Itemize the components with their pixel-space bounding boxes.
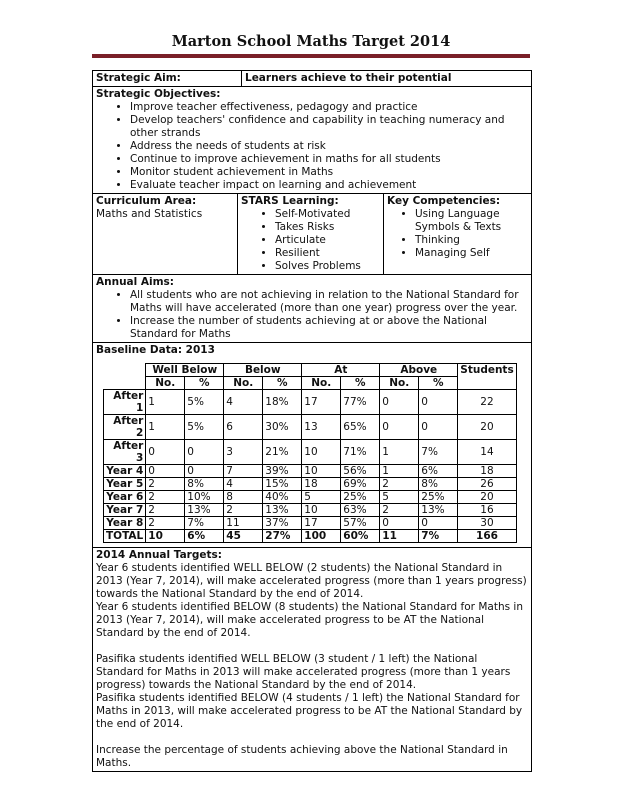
students-cell: 20: [458, 491, 516, 504]
group-header-at: At: [302, 364, 380, 377]
table-cell: 5%: [185, 390, 224, 415]
annual-targets-heading: 2014 Annual Targets:: [96, 549, 222, 561]
table-cell: 77%: [341, 390, 380, 415]
students-cell: 30: [458, 517, 516, 530]
target-paragraph: Increase the percentage of students achieving above the National Standard in Maths.: [96, 744, 508, 769]
list-item: • All students who are not achieving in relation to the National Standard for Maths will have accelerated (more than one year) progress over the year.: [130, 289, 528, 315]
stars-learning-list: [241, 208, 380, 273]
table-corner: [104, 377, 146, 390]
students-cell: 22: [458, 390, 516, 415]
table-cell: 11: [224, 517, 263, 530]
table-row: [104, 465, 517, 478]
students-cell: 18: [458, 465, 516, 478]
table-cell: 13: [302, 415, 341, 440]
key-competencies-cell: [384, 194, 531, 274]
table-cell: 8: [224, 491, 263, 504]
strategic-aim-row: [93, 71, 531, 87]
table-cell: 10: [146, 530, 185, 543]
list-item: • Self-Motivated: [275, 208, 380, 221]
table-cell: 0: [185, 440, 224, 465]
table-cell: 65%: [341, 415, 380, 440]
table-cell: 7: [224, 465, 263, 478]
table-cell: 10: [302, 465, 341, 478]
table-subheader-row: [104, 377, 517, 390]
table-cell: 0: [146, 465, 185, 478]
table-cell: 6%: [185, 530, 224, 543]
table-row: [104, 530, 517, 543]
target-paragraph: Pasifika students identified WELL BELOW (3 student / 1 left) the National Standard for Maths in 2013 will make accelerated progress (more than 1 years progress) towards the National Standard by the end of 2014.: [96, 653, 511, 691]
table-row: [104, 415, 517, 440]
baseline-data-heading: Baseline Data: 2013: [96, 344, 215, 356]
baseline-data-body: [104, 390, 517, 543]
list-item: • Monitor student achievement in Maths: [130, 166, 528, 179]
column-subheader: %: [341, 377, 380, 390]
table-cell: 100: [302, 530, 341, 543]
table-row: [104, 440, 517, 465]
list-item: • Solves Problems: [275, 260, 380, 273]
list-item: • Thinking: [415, 234, 528, 247]
table-cell: 10: [302, 504, 341, 517]
row-label: TOTAL: [104, 530, 146, 543]
table-cell: 60%: [341, 530, 380, 543]
paragraph-gap: [96, 731, 528, 744]
table-cell: 11: [380, 530, 419, 543]
table-cell: 0: [419, 415, 458, 440]
students-cell: 20: [458, 415, 516, 440]
table-cell: 17: [302, 517, 341, 530]
table-cell: 56%: [341, 465, 380, 478]
table-corner: [104, 364, 146, 377]
table-cell: 0: [146, 440, 185, 465]
table-cell: 8%: [419, 478, 458, 491]
curriculum-area-cell: [93, 194, 238, 274]
table-row: [104, 478, 517, 491]
row-label: Year 6: [104, 491, 146, 504]
table-cell: 0: [380, 390, 419, 415]
table-cell: 7%: [185, 517, 224, 530]
strategic-objectives-section: [93, 87, 531, 194]
table-cell: 4: [224, 478, 263, 491]
table-cell: 2: [224, 504, 263, 517]
table-cell: 1: [146, 390, 185, 415]
column-subheader: No.: [380, 377, 419, 390]
table-cell: 3: [224, 440, 263, 465]
table-cell: 2: [146, 478, 185, 491]
table-cell: 1: [380, 440, 419, 465]
table-cell: 5%: [185, 415, 224, 440]
table-cell: 45: [224, 530, 263, 543]
row-label: Year 4: [104, 465, 146, 478]
table-row: [104, 517, 517, 530]
annual-targets-section: [93, 548, 531, 771]
column-subheader: No.: [302, 377, 341, 390]
table-cell: 27%: [263, 530, 302, 543]
table-cell: 21%: [263, 440, 302, 465]
paragraph-gap: [96, 640, 528, 653]
table-cell: 13%: [185, 504, 224, 517]
strategic-objectives-heading: Strategic Objectives:: [96, 88, 221, 100]
title-rule: [92, 54, 530, 58]
table-cell: 63%: [341, 504, 380, 517]
table-row: [104, 390, 517, 415]
column-subheader: %: [263, 377, 302, 390]
curriculum-area-heading: Curriculum Area:: [96, 195, 197, 207]
group-header-below: Below: [224, 364, 302, 377]
row-label: Year 8: [104, 517, 146, 530]
table-cell: 8%: [185, 478, 224, 491]
target-paragraph: Year 6 students identified WELL BELOW (2 students) the National Standard in 2013 (Year 7, 2014), will make accelerated progress (more than 1 years progress) towards the National Standard by the end of 2014.: [96, 562, 527, 600]
group-header-students: Students: [458, 364, 516, 390]
table-cell: 2: [146, 517, 185, 530]
stars-learning-cell: [238, 194, 384, 274]
table-row: [104, 491, 517, 504]
students-cell: 16: [458, 504, 516, 517]
strategic-objectives-list: [96, 101, 528, 192]
table-cell: 0: [380, 517, 419, 530]
table-cell: 0: [419, 517, 458, 530]
key-competencies-heading: Key Competencies:: [387, 195, 501, 207]
list-item: • Resilient: [275, 247, 380, 260]
table-cell: 4: [224, 390, 263, 415]
row-label: Year 7: [104, 504, 146, 517]
key-competencies-list: [387, 208, 528, 260]
table-cell: 0: [419, 390, 458, 415]
table-cell: 2: [380, 478, 419, 491]
table-cell: 39%: [263, 465, 302, 478]
table-cell: 30%: [263, 415, 302, 440]
list-item: • Articulate: [275, 234, 380, 247]
table-cell: 10: [302, 440, 341, 465]
table-cell: 0: [380, 415, 419, 440]
areas-row: [93, 194, 531, 275]
list-item: • Develop teachers' confidence and capability in teaching numeracy and other strands: [130, 114, 528, 140]
table-cell: 7%: [419, 440, 458, 465]
table-cell: 13%: [419, 504, 458, 517]
row-label: After 3: [104, 440, 146, 465]
table-cell: 25%: [419, 491, 458, 504]
table-cell: 7%: [419, 530, 458, 543]
column-subheader: %: [185, 377, 224, 390]
strategic-aim-label: Strategic Aim:: [93, 71, 242, 86]
table-cell: 1: [380, 465, 419, 478]
table-cell: 57%: [341, 517, 380, 530]
annual-aims-list: [96, 289, 528, 341]
table-group-header-row: [104, 364, 517, 377]
table-cell: 5: [302, 491, 341, 504]
table-cell: 71%: [341, 440, 380, 465]
stars-learning-heading: STARS Learning:: [241, 195, 339, 207]
table-cell: 18: [302, 478, 341, 491]
list-item: • Using Language Symbols & Texts: [415, 208, 528, 234]
list-item: • Improve teacher effectiveness, pedagogy and practice: [130, 101, 528, 114]
table-cell: 13%: [263, 504, 302, 517]
column-subheader: No.: [146, 377, 185, 390]
table-cell: 17: [302, 390, 341, 415]
target-paragraph: Pasifika students identified BELOW (4 students / 1 left) the National Standard for Maths in 2013, will make accelerated progress to be AT the National Standard by the end of 2014.: [96, 692, 523, 730]
table-cell: 6: [224, 415, 263, 440]
table-cell: 6%: [419, 465, 458, 478]
group-header-well-below: Well Below: [146, 364, 224, 377]
table-cell: 2: [146, 491, 185, 504]
table-cell: 2: [146, 504, 185, 517]
table-cell: 10%: [185, 491, 224, 504]
table-row: [104, 504, 517, 517]
list-item: • Evaluate teacher impact on learning and achievement: [130, 179, 528, 192]
row-label: Year 5: [104, 478, 146, 491]
list-item: • Increase the number of students achieving at or above the National Standard for Maths: [130, 315, 528, 341]
column-subheader: %: [419, 377, 458, 390]
page-title: Marton School Maths Target 2014: [171, 33, 451, 50]
table-cell: 18%: [263, 390, 302, 415]
annual-aims-heading: Annual Aims:: [96, 276, 175, 288]
baseline-data-table: [103, 363, 517, 543]
annual-aims-section: [93, 275, 531, 343]
table-cell: 5: [380, 491, 419, 504]
target-paragraph: Year 6 students identified BELOW (8 students) the National Standard for Maths in 2013 (Year 7, 2014), will make accelerated progress to be AT the National Standard by the end of 2014.: [96, 601, 523, 639]
list-item: • Address the needs of students at risk: [130, 140, 528, 153]
baseline-data-section: [93, 343, 531, 548]
curriculum-area-value: Maths and Statistics: [96, 208, 203, 220]
table-cell: 40%: [263, 491, 302, 504]
table-cell: 25%: [341, 491, 380, 504]
table-cell: 2: [380, 504, 419, 517]
row-label: After 2: [104, 415, 146, 440]
row-label: After 1: [104, 390, 146, 415]
group-header-above: Above: [380, 364, 458, 377]
table-cell: 1: [146, 415, 185, 440]
students-cell: 166: [458, 530, 516, 543]
list-item: • Continue to improve achievement in maths for all students: [130, 153, 528, 166]
strategic-aim-value: Learners achieve to their potential: [245, 72, 452, 84]
list-item: • Managing Self: [415, 247, 528, 260]
column-subheader: No.: [224, 377, 263, 390]
table-cell: 69%: [341, 478, 380, 491]
target-document-table: [92, 70, 532, 772]
students-cell: 14: [458, 440, 516, 465]
table-cell: 0: [185, 465, 224, 478]
table-cell: 15%: [263, 478, 302, 491]
table-cell: 37%: [263, 517, 302, 530]
students-cell: 26: [458, 478, 516, 491]
list-item: • Takes Risks: [275, 221, 380, 234]
